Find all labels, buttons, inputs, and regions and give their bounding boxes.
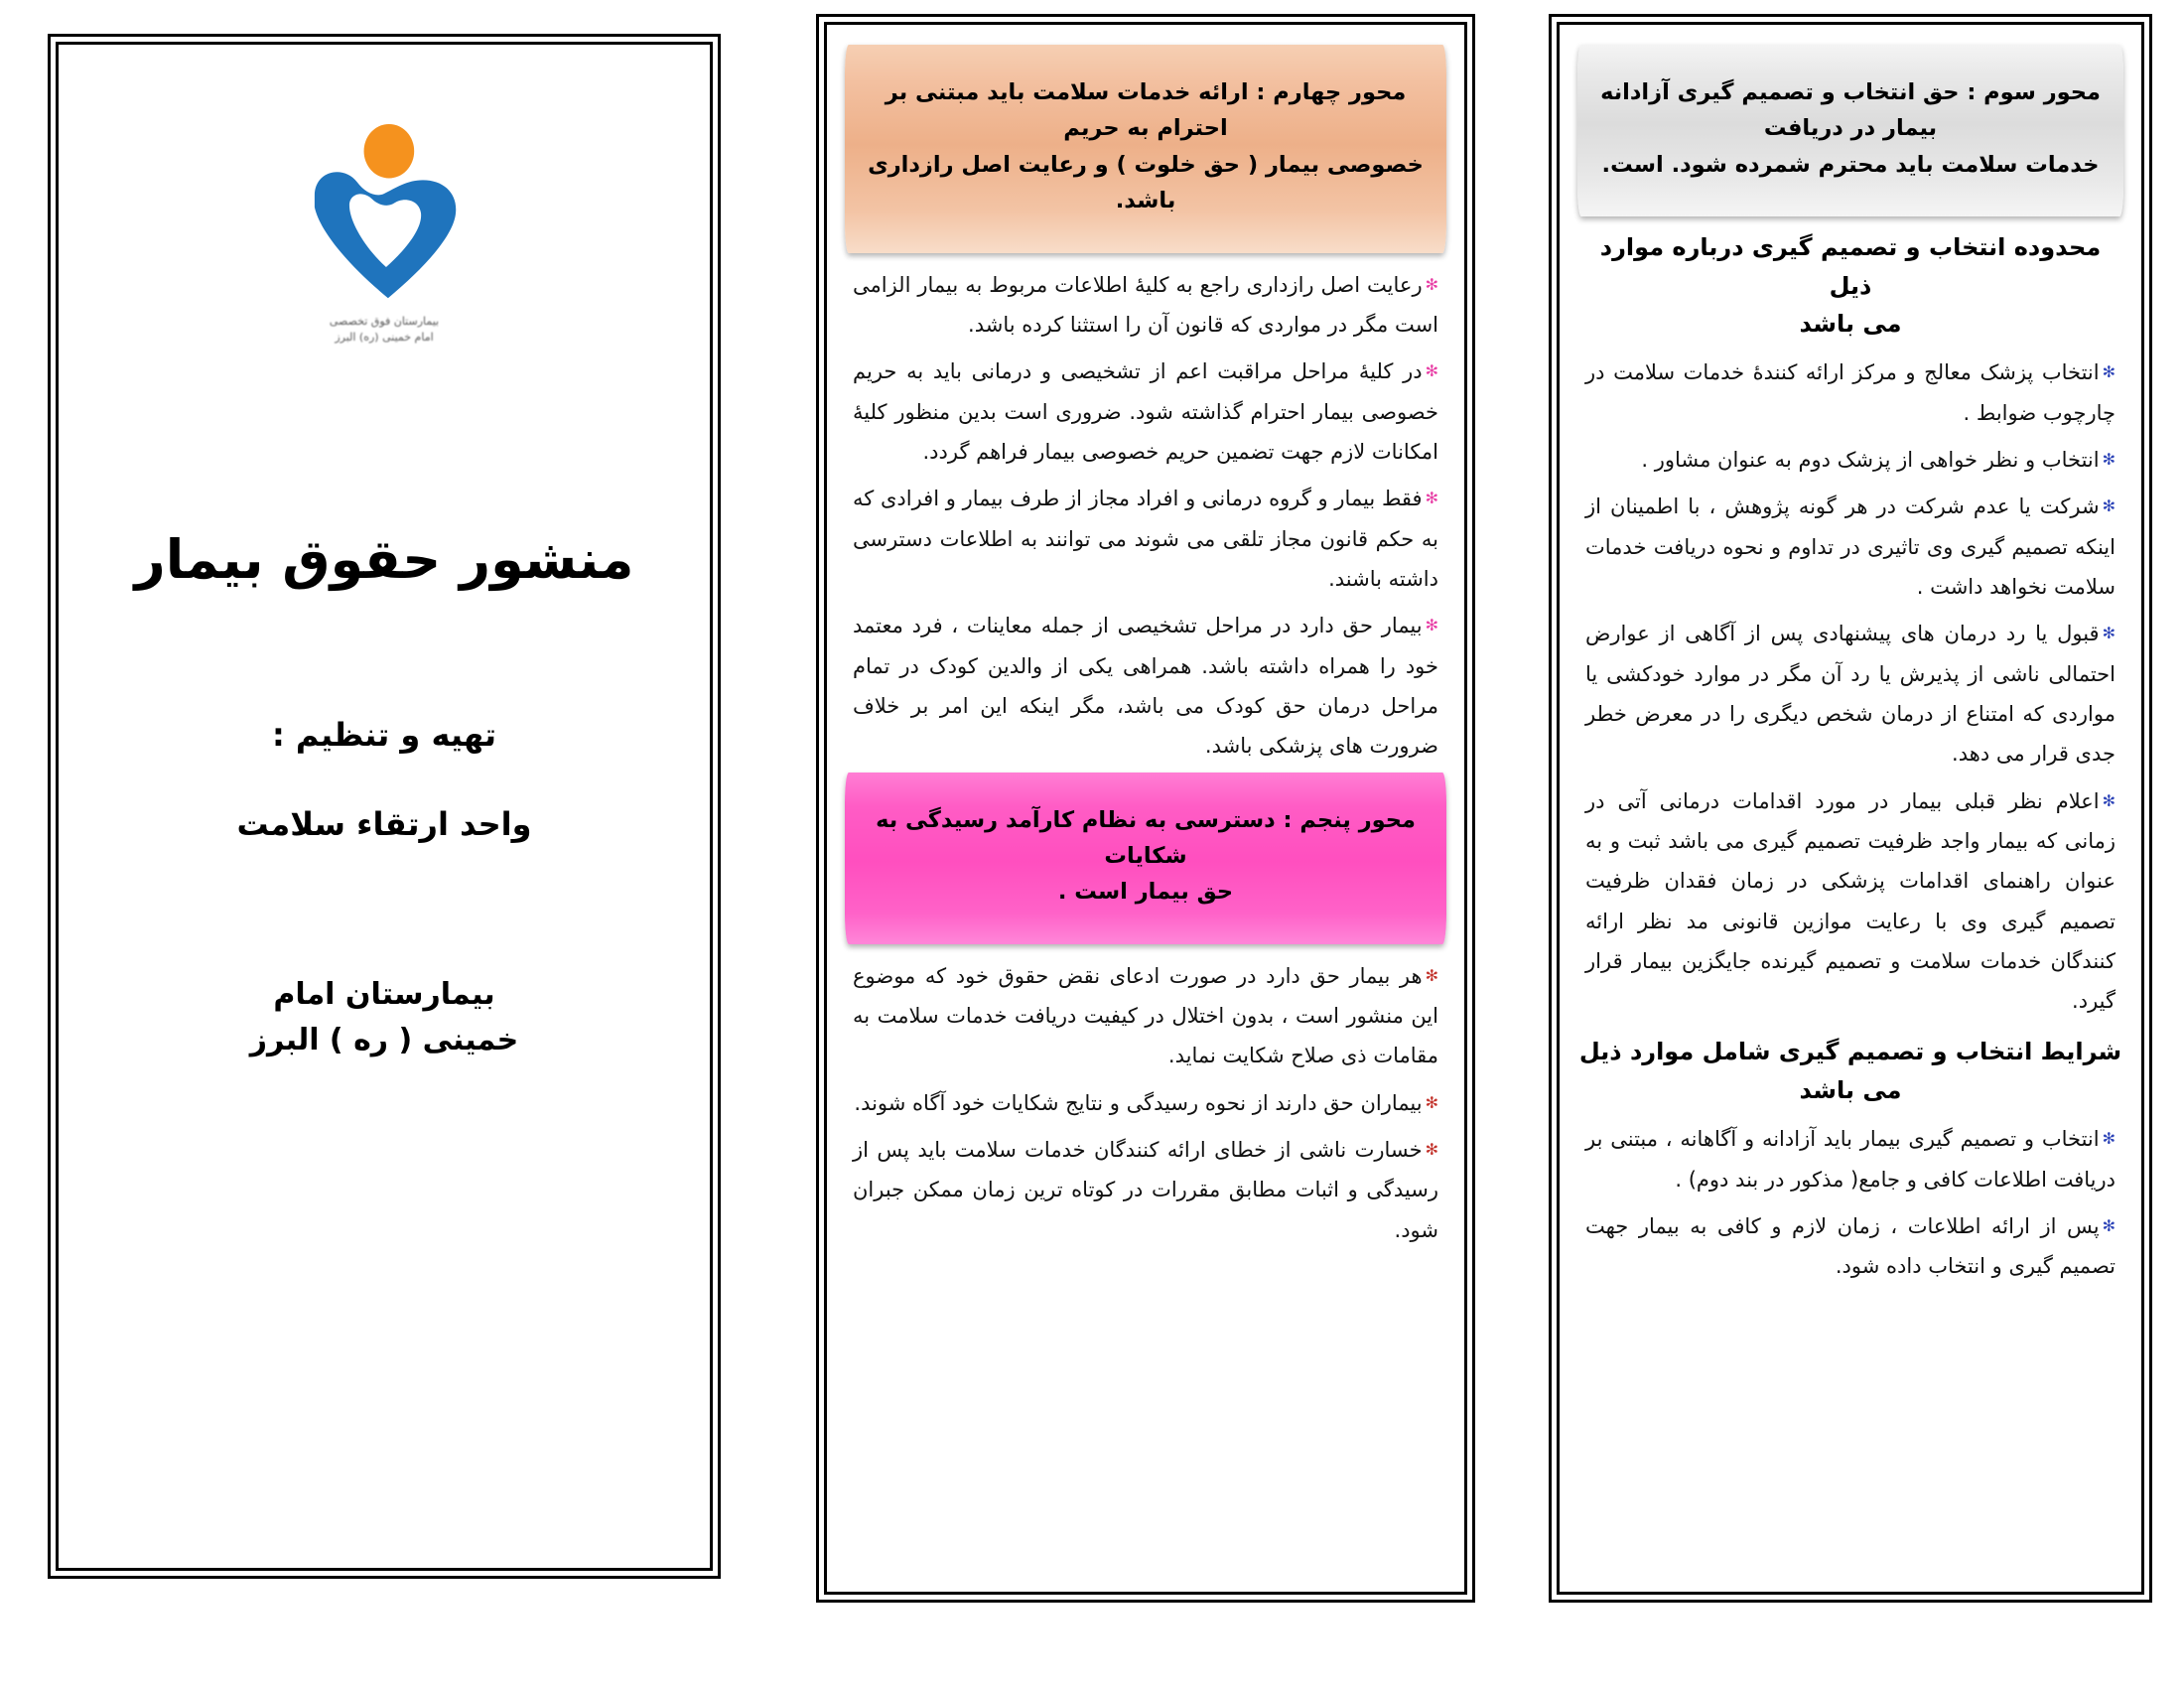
subheading-decision-conditions-line1: شرایط انتخاب و تصمیم گیری شامل موارد ذیل [1578,1038,2122,1066]
asterisk-bullet-icon: ✻ [1425,489,1438,508]
banner-axis-three-line2: خدمات سلامت باید محترم شمرده شود. است. [1601,151,2100,178]
subheading-decision-conditions-line2: می باشد [1799,1075,1902,1104]
prepared-by-unit: واحد ارتقاء سلامت [236,804,532,843]
asterisk-bullet-icon: ✻ [1425,274,1438,294]
asterisk-bullet-icon: ✻ [1425,361,1438,381]
bullet-text: انتخاب و نظر خواهی از پزشک دوم به عنوان مشاور . [1641,448,2100,473]
bullet-item [853,479,1438,599]
bullet-item [1585,1119,2116,1199]
logo-caption-line2: امام خمینی (ره) البرز [335,330,434,344]
bullet-text: انتخاب و تصمیم گیری بیمار باید آزادانه و آگاهانه ، مبتنی بر دریافت اطلاعات کافی و جامع( مذکور در بند دوم) . [1585,1127,2116,1192]
bullet-text: اعلام نظر قبلی بیمار در مورد اقدامات درمانی آتی در زمانی که بیمار واجد ظرفیت تصمیم گیری می باشد ثبت و به عنوان راهنمای اقدامات پزشکی در زمان فقدان ظرفیت تصمیم گیری وی با رعایت موازین قانونی مد نظر ارائه کنندگان خدمات سلامت و تصمیم گیرنده جایگزین بیمار قرار گیرد. [1585,788,2116,1014]
subheading-decision-scope-line1: محدوده انتخاب و تصمیم گیری درباره موارد ذیل [1599,233,2102,300]
banner-axis-three-line1: محور سوم : حق انتخاب و تصمیم گیری آزادانه بیمار در دریافت [1600,79,2101,142]
prepared-by-label: تهیه و تنظیم : [271,715,497,754]
asterisk-bullet-icon: ✻ [1425,1140,1438,1160]
asterisk-bullet-icon: ✻ [1425,616,1438,635]
asterisk-bullet-icon: ✻ [2102,1129,2116,1149]
hospital-heart-person-logo-icon [285,122,483,306]
panel-axis-three-content [1560,25,2141,1592]
asterisk-bullet-icon: ✻ [2102,362,2116,382]
subheading-decision-scope [1575,228,2125,343]
bullet-text: رعایت اصل رازداری راجع به کلیۀ اطلاعات مربوط به بیمار الزامی است مگر در مواردی که قانون آن را استثنا کرده باشد. [853,272,1438,338]
hospital-name-line2: خمینی ( ره ) البرز [249,1023,519,1058]
bullet-text: انتخاب پزشک معالج و مرکز ارائه کنندۀ خدمات سلامت در چارچوب ضوابط . [1585,360,2116,425]
banner-axis-five-line2: حق بیمار است . [1057,879,1234,906]
bullet-text: بیماران حق دارند از نحوه رسیدگی و نتایج شکایات خود آگاه شوند. [854,1090,1423,1115]
bullet-item [1585,781,2116,1022]
banner-bottom-shadow [849,247,1169,263]
asterisk-bullet-icon: ✻ [1425,965,1438,985]
bullet-text: خسارت ناشی از خطای ارائه کنندگان خدمات سلامت باید پس از رسیدگی و اثبات مطابق مقررات در کوتاه ترین زمان ممکن جبران شود. [853,1138,1438,1242]
bullet-item [853,956,1438,1076]
logo-block [269,122,499,346]
banner-axis-four-line1: محور چهارم : ارائه خدمات سلامت باید مبتنی بر احترام به حریم [885,79,1407,142]
subheading-decision-conditions [1575,1033,2125,1109]
bullet-item [853,265,1438,346]
bullet-item [1585,440,2116,480]
banner-axis-four-line2: خصوصی بیمار ( حق خلوت ) و رعایت اصل رازداری باشد. [868,151,1424,214]
bullet-item [853,606,1438,766]
banner-top-shadow [1581,37,1861,53]
asterisk-bullet-icon: ✻ [2102,496,2116,516]
banner-axis-five [845,773,1446,944]
subheading-decision-scope-line2: می باشد [1799,310,1902,339]
banner-bottom-shadow [1581,211,1872,226]
bullet-item [853,1083,1438,1123]
asterisk-bullet-icon: ✻ [2102,624,2116,643]
banner-top-shadow [849,765,1158,780]
panel-cover-content [59,45,710,1568]
asterisk-bullet-icon: ✻ [2102,450,2116,470]
logo-caption [330,314,439,346]
bullet-list-decision-conditions [1575,1119,2125,1286]
bullet-item [1585,614,2116,774]
bullet-item [1585,1206,2116,1287]
bullet-list-axis-five [843,956,1448,1250]
bullet-text: قبول یا رد درمان های پیشنهادی پس از آگاهی از عوارض احتمالی ناشی از پذیرش یا رد آن مگر در موارد خودکشی یا مواردی که امتناع از درمان شخص دیگری را در معرض خطر جدی قرار می دهد. [1585,622,2116,767]
banner-axis-four [845,45,1446,253]
bullet-list-decision-scope [1575,352,2125,1021]
asterisk-bullet-icon: ✻ [2102,790,2116,810]
logo-caption-line1: بیمارستان فوق تخصصی [329,315,440,328]
panel-axis-four-five-content [827,25,1464,1592]
bullet-text: فقط بیمار و گروه درمانی و افراد مجاز از طرف بیمار و افرادی که به حکم قانون مجاز تلقی می شوند می توانند به اطلاعات دسترسی داشته باشند. [853,487,1438,591]
panel-axis-four-five [824,22,1467,1595]
hospital-name-line1: بیمارستان امام [273,976,495,1012]
banner-bottom-shadow [849,938,1169,954]
banner-axis-three [1577,45,2123,216]
bullet-text: شرکت یا عدم شرکت در هر گونه پژوهش ، با اطمینان از اینکه تصمیم گیری وی تاثیری در تداوم و نحوه دریافت خدمات سلامت نخواهد داشت . [1585,494,2116,600]
panel-cover [56,42,713,1571]
asterisk-bullet-icon: ✻ [2102,1215,2116,1235]
bullet-item [853,352,1438,472]
bullet-item [1585,352,2116,433]
bullet-text: پس از ارائه اطلاعات ، زمان لازم و کافی به بیمار جهت تصمیم گیری و انتخاب داده شود. [1585,1213,2116,1279]
bullet-text: هر بیمار حق دارد در صورت ادعای نقض حقوق خود که موضوع این منشور است ، بدون اختلال در کیفیت دریافت خدمات سلامت به مقامات ذی صلاح شکایت نماید. [853,963,1438,1068]
bullet-text: در کلیۀ مراحل مراقبت اعم از تشخیصی و درمانی باید به حریم خصوصی بیمار احترام گذاشته شود. ضروری است بدین منظور کلیۀ امکانات لازم جهت تضمین حریم خصوصی بیمار فراهم گردد. [853,359,1438,464]
asterisk-bullet-icon: ✻ [1425,1092,1438,1112]
hospital-name [250,972,518,1064]
banner-top-shadow [849,37,1158,53]
bullet-item [1585,487,2116,607]
bullet-list-axis-four [843,265,1448,767]
bullet-text: بیمار حق دارد در مراحل تشخیصی از جمله معاینات ، فرد معتمد خود را همراه داشته باشد. همراهی یکی از والدین کودک در تمام مراحل درمان حق کودک می باشد، مگر اینکه این امر بر خلاف ضرورت های پزشکی باشد. [853,614,1438,759]
panel-axis-three [1557,22,2144,1595]
cover-title: منشور حقوق بیمار [134,527,634,591]
bullet-item [853,1130,1438,1250]
banner-axis-five-line1: محور پنجم : دسترسی به نظام کارآمد رسیدگی به شکایات [876,806,1416,869]
